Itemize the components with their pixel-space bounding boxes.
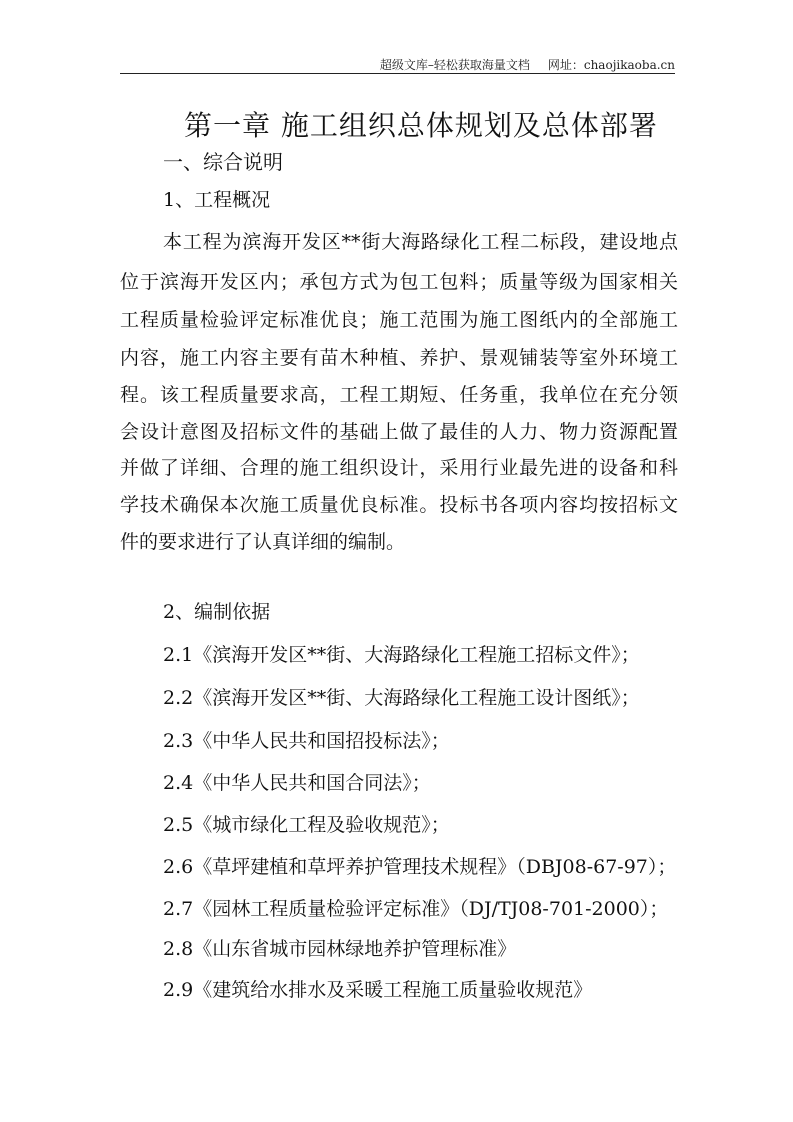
- reference-item: 2.3《中华人民共和国招投标法》；: [163, 730, 450, 752]
- reference-item: 2.5《城市绿化工程及验收规范》；: [163, 814, 450, 836]
- subsection-heading: 2、编制依据: [163, 601, 271, 623]
- paragraph-line: 学技术确保本次施工质量优良标准。投标书各项内容均按招标文: [120, 494, 678, 516]
- paragraph-line: 本工程为滨海开发区**街大海路绿化工程二标段，建设地点: [163, 231, 678, 253]
- paragraph-line: 件的要求进行了认真详细的编制。: [120, 531, 406, 553]
- chapter-title: 第一章 施工组织总体规划及总体部署: [184, 109, 658, 142]
- paragraph-line: 内容，施工内容主要有苗木种植、养护、景观铺装等室外环境工: [120, 347, 678, 369]
- reference-item: 2.9《建筑给水排水及采暖工程施工质量验收规范》: [163, 979, 593, 1001]
- page-header: [380, 56, 675, 73]
- subsection-heading: 1、工程概况: [163, 189, 271, 211]
- paragraph-line: 并做了详细、合理的施工组织设计，采用行业最先进的设备和科: [120, 457, 678, 479]
- header-site-text: 网址：chaojikaoba.cn: [547, 58, 675, 72]
- reference-item: 2.4《中华人民共和国合同法》；: [163, 772, 431, 794]
- paragraph-line: 位于滨海开发区内；承包方式为包工包料；质量等级为国家相关: [120, 271, 678, 293]
- reference-item: 2.7《园林工程质量检验评定标准》（DJ/TJ08-701-2000）；: [163, 898, 669, 920]
- paragraph-line: 工程质量检验评定标准优良；施工范围为施工图纸内的全部施工: [120, 309, 678, 331]
- section-heading: 一、综合说明: [163, 150, 283, 174]
- reference-item: 2.8《山东省城市园林绿地养护管理标准》: [163, 938, 517, 960]
- reference-item: 2.1《滨海开发区**街、大海路绿化工程施工招标文件》；: [163, 644, 640, 666]
- paragraph-line: 会设计意图及招标文件的基础上做了最佳的人力、物力资源配置: [120, 421, 678, 443]
- header-rule: [120, 73, 675, 74]
- paragraph-line: 程。该工程质量要求高，工程工期短、任务重，我单位在充分领: [120, 384, 678, 406]
- reference-item: 2.6《草坪建植和草坪养护管理技术规程》（DBJ08-67-97）；: [163, 856, 677, 878]
- header-library-text: 超级文库–轻松获取海量文档: [379, 58, 530, 72]
- reference-item: 2.2《滨海开发区**街、大海路绿化工程施工设计图纸》；: [163, 687, 640, 709]
